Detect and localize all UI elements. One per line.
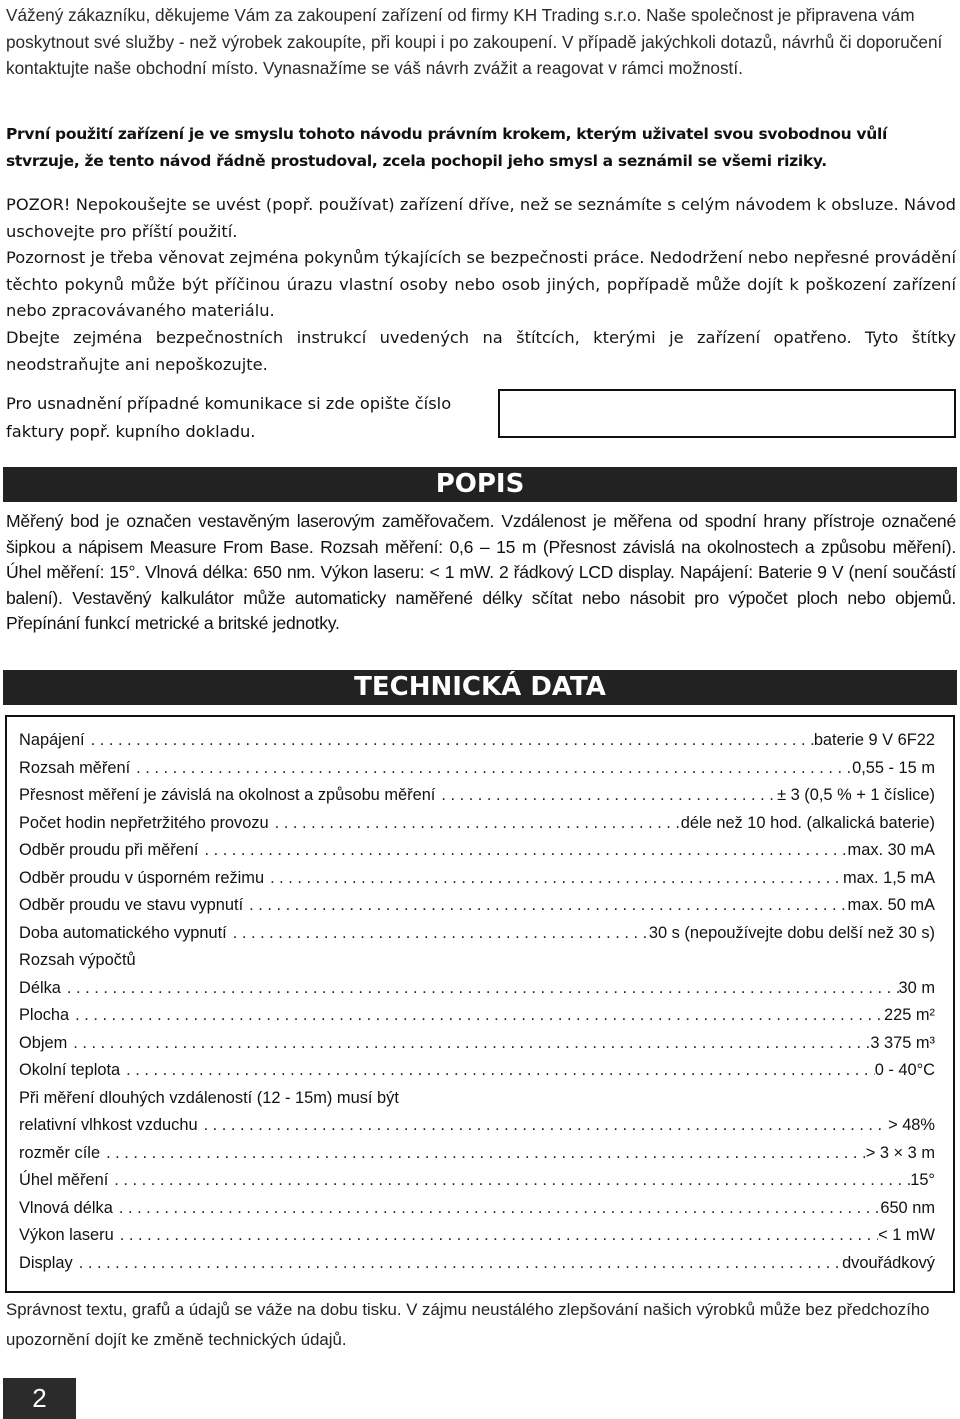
dot-leader	[61, 975, 899, 1003]
spec-label: Okolní teplota	[19, 1061, 121, 1079]
dot-leader	[69, 1002, 884, 1030]
spec-label: Display	[19, 1253, 73, 1272]
spec-label: Úhel měření	[19, 1171, 109, 1189]
invoice-label: Pro usnadnění případné komunikace si zde opište číslo faktury popř. kupního dokladu.	[6, 394, 452, 441]
spec-row	[19, 727, 935, 755]
spec-label: Vlnová délka	[19, 1198, 113, 1217]
spec-label: Napájení	[19, 731, 85, 749]
spec-label: Doba automatického vypnutí	[19, 923, 227, 942]
spec-table	[5, 715, 955, 1293]
spec-value: 0,55 - 15 m	[852, 758, 935, 777]
spec-row	[19, 837, 935, 865]
safety-instructions	[6, 192, 956, 378]
spec-value: dvouřádkový	[842, 1253, 935, 1272]
spec-row	[19, 1167, 935, 1195]
spec-row	[19, 892, 935, 920]
dot-leader	[435, 782, 777, 810]
spec-row	[19, 1222, 935, 1250]
spec-row	[19, 1085, 935, 1113]
description-paragraph: Měřený bod je označen vestavěným laserovým zaměřovačem. Vzdálenost je měřena od spodní hrany přístroje označené šipkou a nápisem Measure From Base. Rozsah měření: 0,6 – 15 m (Přesnost závislá na okolnostech a způsobu měření). Úhel měření: 15°. Vlnová délka: 650 nm. Výkon laseru: < 1 mW. 2 řádkový LCD display. Napájení: Baterie 9 V (není součástí balení). Vestavěný kalkulátor může automaticky naměřené délky sčítat nebo násobit pro výpočet ploch nebo objemů. Přepínání funkcí metrické a britské jednotky.	[6, 511, 956, 634]
dot-leader	[198, 837, 847, 865]
spec-row	[19, 782, 935, 810]
spec-value: max. 30 mA	[847, 841, 935, 859]
spec-label: Výkon laseru	[19, 1226, 114, 1244]
spec-row	[19, 755, 935, 783]
spec-value: 225 m²	[883, 1006, 935, 1024]
spec-value: baterie 9 V 6F22	[813, 731, 935, 749]
spec-row	[19, 1002, 935, 1030]
labels-paragraph: Dbejte zejména bezpečnostních instrukcí uvedených na štítcích, kterými je zařízení opatřeno. Tyto štítky neodstraňujte ani nepoškozujte.	[6, 327, 956, 374]
description-text	[6, 509, 956, 637]
dot-leader	[108, 1167, 910, 1195]
intro-paragraph: Vážený zákazníku, děkujeme Vám za zakoupení zařízení od firmy KH Trading s.r.o. Naše společnost je připravena vám poskytnout své služby - než výrobek zakoupíte, při koupi i po zakoupení. V případě jakýchkoli dotazů, návrhů či doporučení kontaktujte naše obchodní místo. Vynasnažíme se váš návrh zvážit a reagovat v rámci možností.	[6, 5, 943, 78]
page-number: 2	[3, 1378, 76, 1419]
dot-leader	[100, 1140, 866, 1168]
spec-row	[19, 1140, 935, 1168]
spec-list	[19, 727, 935, 1277]
spec-value: < 1 mW	[878, 1226, 935, 1244]
spec-label: Rozsah výpočtů	[19, 951, 136, 969]
spec-row	[19, 920, 935, 948]
spec-value: max. 50 mA	[847, 896, 935, 914]
warning-paragraph: POZOR! Nepokoušejte se uvést (popř. používat) zařízení dříve, než se seznámíte s celým návodem k obsluze. Návod uschovejte pro příští použití.	[6, 195, 956, 241]
spec-value: 15°	[910, 1171, 935, 1189]
section-header-popis: POPIS	[3, 467, 957, 502]
spec-row	[19, 1195, 935, 1223]
dot-leader	[264, 865, 843, 893]
spec-label: Objem	[19, 1033, 68, 1052]
spec-row	[19, 865, 935, 893]
spec-row	[19, 1250, 935, 1278]
spec-row	[19, 1057, 935, 1085]
dot-leader	[114, 1222, 878, 1250]
legal-notice: První použití zařízení je ve smyslu tohoto návodu právním krokem, kterým uživatel svou svobodnou vůlí stvrzuje, že tento návod řádně prostudoval, zcela pochopil jeho smysl a seznámil se všemi riziky.	[6, 125, 887, 170]
dot-leader	[113, 1195, 880, 1223]
spec-label: Odběr proudu při měření	[19, 841, 199, 859]
dot-leader	[269, 810, 681, 838]
spec-value: 650 nm	[880, 1198, 935, 1217]
disclaimer-note	[6, 1295, 956, 1355]
spec-label: relativní vlhkost vzduchu	[19, 1116, 198, 1134]
spec-label: Odběr proudu v úsporném režimu	[19, 868, 265, 887]
spec-value: 3 375 m³	[870, 1033, 935, 1052]
dot-leader	[73, 1250, 842, 1278]
spec-value: > 3 × 3 m	[865, 1143, 935, 1162]
disclaimer-paragraph: Správnost textu, grafů a údajů se váže na dobu tisku. V zájmu neustálého zlepšování našich výrobků může bez předchozího upozornění dojít ke změně technických údajů.	[6, 1300, 930, 1349]
dot-leader	[198, 1112, 889, 1140]
dot-leader	[85, 727, 814, 755]
spec-label: Rozsah měření	[19, 758, 131, 777]
spec-value: max. 1,5 mA	[843, 868, 935, 887]
spec-label: Odběr proudu ve stavu vypnutí	[19, 896, 244, 914]
dot-leader	[243, 892, 847, 920]
spec-row	[19, 1112, 935, 1140]
dot-leader	[120, 1057, 875, 1085]
spec-row	[19, 947, 935, 975]
dot-leader	[67, 1030, 870, 1058]
section-header-technical-data: TECHNICKÁ DATA	[3, 670, 957, 705]
intro-text	[6, 2, 956, 82]
spec-value: ± 3 (0,5 % + 1 číslice)	[777, 786, 935, 804]
spec-row	[19, 810, 935, 838]
spec-label: Délka	[19, 978, 61, 997]
spec-label: Přesnost měření je závislá na okolnost a způsobu měření	[19, 786, 436, 804]
safety-paragraph: Pozornost je třeba věnovat zejména pokynům týkajících se bezpečnosti práce. Nedodržení nebo nepřesné provádění těchto pokynů může být příčinou úrazu vlastní osoby nebo osob jiných, popřípadě může dojít k poškození zařízení nebo zpracovávaného materiálu.	[6, 248, 956, 321]
spec-row	[19, 1030, 935, 1058]
spec-label: Počet hodin nepřetržitého provozu	[19, 813, 269, 832]
spec-label: Při měření dlouhých vzdáleností (12 - 15m) musí být	[19, 1088, 399, 1107]
spec-value: > 48%	[888, 1116, 935, 1134]
spec-value: 0 - 40°C	[874, 1061, 935, 1079]
spec-value: déle než 10 hod. (alkalická baterie)	[680, 813, 935, 832]
spec-value: 30 s (nepoužívejte dobu delší než 30 s)	[648, 923, 935, 942]
spec-value: 30 m	[898, 978, 935, 997]
spec-row	[19, 975, 935, 1003]
spec-label: rozměr cíle	[19, 1143, 101, 1162]
spec-label: Plocha	[19, 1006, 70, 1024]
dot-leader	[227, 920, 649, 948]
invoice-number-box[interactable]	[498, 389, 956, 438]
dot-leader	[130, 755, 852, 783]
